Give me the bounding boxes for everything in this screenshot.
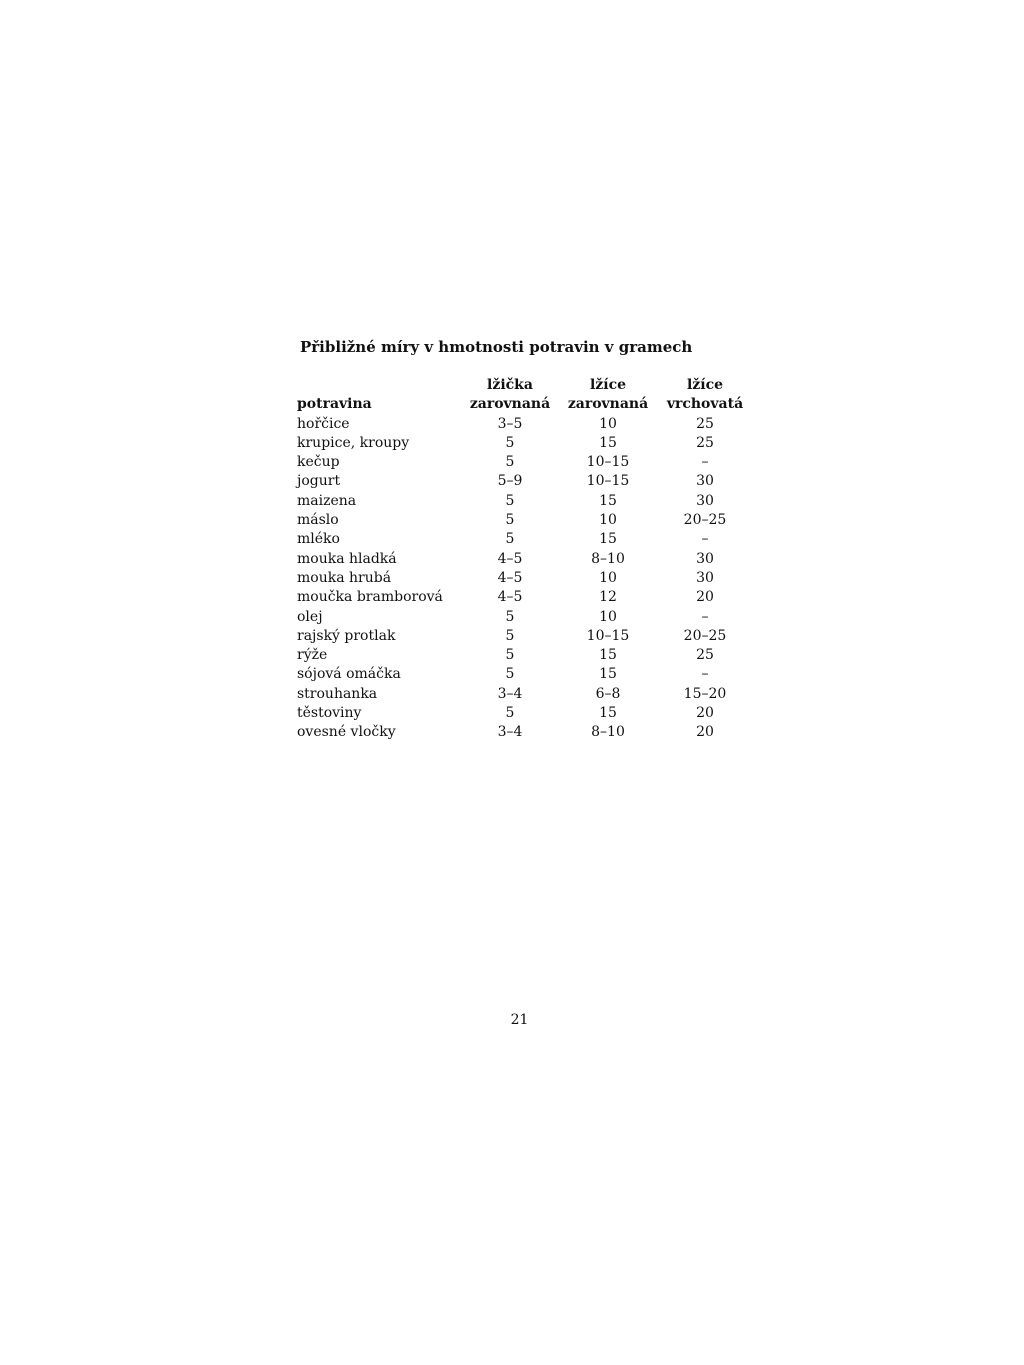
table-row [297,704,753,723]
cell-teaspoon: 3–4 [497,685,523,702]
cell-teaspoon: 3–4 [497,724,523,741]
cell-teaspoon: 5 [505,627,515,644]
table-row [297,415,753,434]
cell-heaped: 25 [696,415,714,432]
cell-food: strouhanka [297,685,378,702]
cell-tablespoon: 10–15 [586,473,630,490]
cell-food: ovesné vločky [297,724,396,741]
cell-heaped: 30 [696,473,714,490]
cell-tablespoon: 12 [599,589,617,606]
header-teaspoon-level [461,376,559,415]
table-row [297,434,753,453]
cell-teaspoon: 5–9 [497,473,523,490]
cell-tablespoon: 15 [599,705,617,722]
table-header [297,376,753,415]
cell-tablespoon: 10 [599,569,617,586]
table-row [297,453,753,472]
table-row [297,550,753,569]
cell-tablespoon: 6–8 [595,685,621,702]
cell-heaped: 15–20 [683,685,727,702]
cell-food: mouka hrubá [297,569,392,586]
cell-teaspoon: 5 [505,608,515,625]
table-row [297,588,753,607]
cell-teaspoon: 5 [505,705,515,722]
header-heaped-line1: lžíce [686,377,724,393]
cell-teaspoon: 4–5 [497,550,523,567]
cell-heaped: – [701,666,709,683]
cell-food: jogurt [297,473,341,490]
cell-food: máslo [297,512,339,529]
cell-tablespoon: 15 [599,531,617,548]
table-row [297,511,753,530]
cell-tablespoon: 10 [599,415,617,432]
cell-food: mouka hladká [297,550,397,567]
cell-heaped: – [701,531,709,548]
table-row [297,492,753,511]
cell-tablespoon: 8–10 [591,724,625,741]
cell-heaped: 20–25 [683,512,727,529]
cell-food: rýže [297,647,328,664]
cell-heaped: 30 [696,492,714,509]
cell-teaspoon: 4–5 [497,569,523,586]
header-teaspoon-line1: lžička [487,377,533,393]
cell-teaspoon: 5 [505,454,515,471]
cell-food: maizena [297,492,357,509]
cell-tablespoon: 15 [599,647,617,664]
cell-teaspoon: 5 [505,512,515,529]
table-row [297,472,753,491]
header-tablespoon-line2: zarovnaná [567,396,649,413]
cell-food: kečup [297,454,340,471]
cell-teaspoon: 5 [505,434,515,451]
cell-food: krupice, kroupy [297,434,410,451]
header-tablespoon-line1: lžíce [589,377,627,393]
table-body [297,415,753,743]
cell-teaspoon: 5 [505,666,515,683]
header-food: potravina [297,396,372,413]
cell-food: hořčice [297,415,350,432]
table-row [297,627,753,646]
cell-heaped: – [701,454,709,471]
cell-heaped: – [701,608,709,625]
header-heaped-line2: vrchovatá [666,396,744,413]
page-title: Přibližné míry v hmotnosti potravin v gramech [300,338,693,356]
cell-tablespoon: 10–15 [586,454,630,471]
cell-heaped: 25 [696,647,714,664]
table-row [297,646,753,665]
cell-tablespoon: 10 [599,512,617,529]
cell-heaped: 20 [696,705,714,722]
cell-tablespoon: 8–10 [591,550,625,567]
table-row [297,569,753,588]
cell-tablespoon: 10 [599,608,617,625]
table-row [297,530,753,549]
cell-tablespoon: 15 [599,492,617,509]
cell-heaped: 20–25 [683,627,727,644]
table-row [297,723,753,742]
cell-food: těstoviny [297,705,362,722]
cell-food: sójová omáčka [297,666,401,683]
table-row [297,608,753,627]
page-number: 21 [510,1012,529,1028]
cell-food: moučka bramborová [297,589,443,606]
cell-teaspoon: 5 [505,647,515,664]
cell-heaped: 20 [696,589,714,606]
cell-heaped: 20 [696,724,714,741]
table-row [297,685,753,704]
cell-heaped: 30 [696,550,714,567]
cell-heaped: 25 [696,434,714,451]
cell-teaspoon: 5 [505,531,515,548]
header-tablespoon-level [559,376,657,415]
header-teaspoon-line2: zarovnaná [469,396,551,413]
table-header-row [297,376,753,415]
cell-tablespoon: 15 [599,434,617,451]
cell-tablespoon: 15 [599,666,617,683]
cell-teaspoon: 5 [505,492,515,509]
cell-food: olej [297,608,323,625]
cell-heaped: 30 [696,569,714,586]
table-row [297,665,753,684]
cell-teaspoon: 3–5 [497,415,523,432]
header-tablespoon-heaped [657,376,753,415]
cell-food: mléko [297,531,340,548]
cell-tablespoon: 10–15 [586,627,630,644]
measures-table [297,376,753,743]
cell-food: rajský protlak [297,627,396,644]
cell-teaspoon: 4–5 [497,589,523,606]
